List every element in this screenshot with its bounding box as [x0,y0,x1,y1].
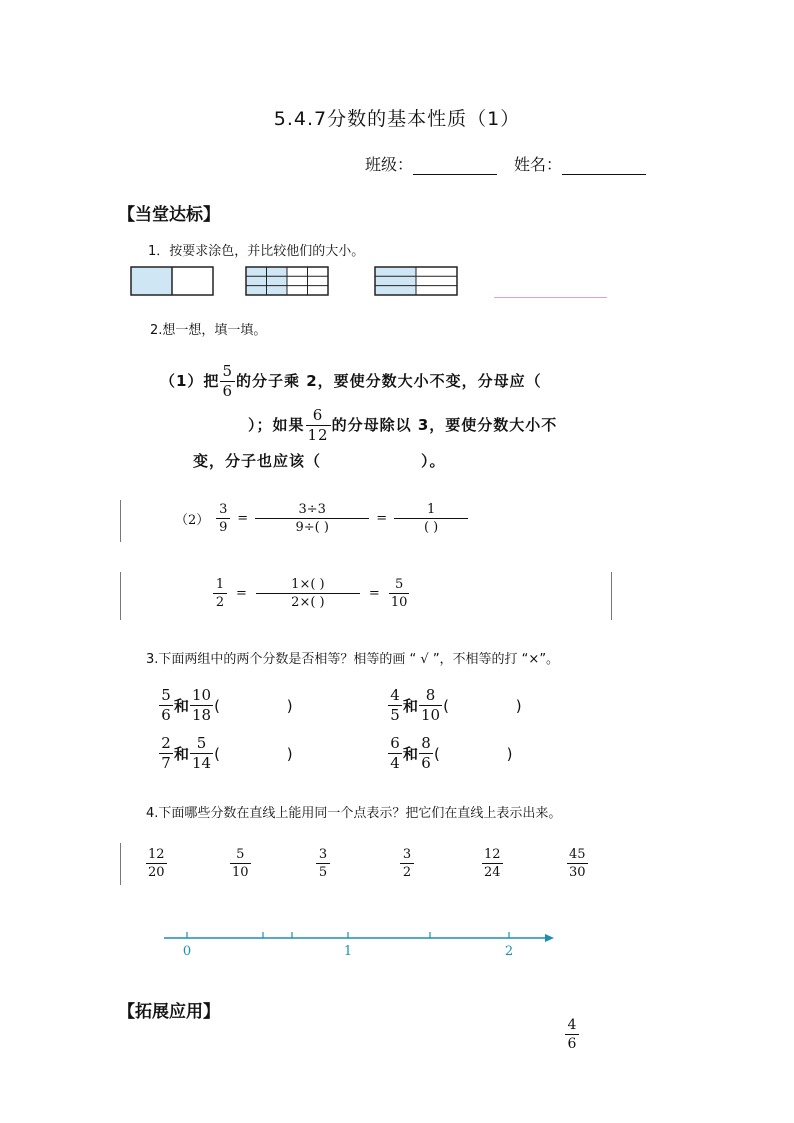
numerator: 12 [484,847,501,862]
section-practice: 【当堂达标】 [118,205,220,225]
denominator: 18 [192,706,212,724]
number-line-svg [160,926,560,962]
margin-bar [120,843,121,885]
and-label: 和 [403,697,419,715]
and-label: 和 [174,745,190,763]
denominator: 2 [400,863,414,879]
q2-p1-text-d: 的分母除以 3，要使分数大小不 [331,416,558,434]
denominator: 5 [388,705,402,723]
fraction [190,736,213,771]
q2-part2 [175,503,469,534]
q2-p1-text-b: 的分子乘 2，要使分数大小不变，分母应（ [235,372,542,390]
q3-text: 3.下面两组中的两个分数是否相等？相等的画 “ √ ”，不相等的打 “×”。 [146,652,560,667]
q2-p1-text-e: 变，分子也应该（ [193,452,322,470]
margin-bar [120,500,121,542]
axis-label-2: 2 [504,944,514,959]
q1-rect-sixths-svg [374,266,458,296]
answer-paren[interactable]: ( ) [214,744,293,763]
q2-part1-line1 [160,362,542,400]
fraction [316,848,330,879]
class-field [365,152,497,175]
fraction [159,688,173,723]
q2-part1-line2 [248,407,557,443]
numerator: 3 [402,847,412,862]
numerator: 10 [192,686,212,704]
fraction [388,736,402,771]
name-field [514,152,646,175]
denominator: 10 [421,706,441,724]
and-label: 和 [174,697,190,715]
numerator: 4 [390,686,400,704]
denominator: 6 [222,382,233,400]
denominator: 7 [159,753,173,771]
q2-p2-label: （2） [175,513,210,528]
fraction-3-9 [216,503,230,534]
q2-p1-text-a: （1）把 [160,372,220,390]
denominator[interactable]: ( ) [394,518,468,534]
numerator: 5 [222,362,233,380]
denominator: 4 [388,753,402,771]
numerator: 5 [196,734,207,752]
numerator: 5 [236,847,245,862]
numerator: 1 [215,577,225,592]
fraction [230,848,251,879]
numerator: 3÷3 [298,502,326,517]
fraction [482,848,503,879]
numerator: 8 [425,686,436,704]
denominator[interactable]: 9÷( ) [255,518,369,534]
numerator: 6 [312,406,324,424]
and-label: 和 [403,745,419,763]
denominator: 30 [569,865,586,880]
denominator: 14 [192,754,212,772]
denominator: 2 [213,593,227,609]
q4-fraction-6[interactable] [566,848,589,879]
q2-text: 2.想一想，填一填。 [150,323,267,338]
fraction [190,688,213,723]
denominator: 24 [484,865,501,880]
name-blank[interactable] [562,156,646,175]
extension-fraction [564,1018,580,1051]
numerator: 6 [390,734,400,752]
q4-fraction-1[interactable] [145,848,168,879]
q1-rect-halves-svg [130,266,214,296]
q1-rect-halves[interactable] [130,266,214,296]
q4-fraction-4[interactable] [399,848,415,879]
q2-part1-line3 [193,450,446,471]
q2-p1-text-c: ）；如果 [248,416,305,434]
fraction-5-10 [389,578,410,609]
equals-sign: = [237,511,249,526]
denominator: 10 [232,865,249,880]
equals-sign: = [368,586,380,601]
denominator: 10 [390,595,408,610]
numerator: 3 [219,502,228,517]
numerator: 5 [394,577,404,592]
q1-rect-eighths[interactable] [245,266,329,296]
denominator[interactable]: 2×( ) [256,593,360,609]
fraction-5-6 [220,364,235,399]
denominator: 6 [565,1034,579,1051]
fraction [419,736,433,771]
fraction-1x-2x[interactable] [256,578,360,609]
margin-bar [120,572,121,620]
page-title: 5.4.7分数的基本性质（1） [273,108,521,130]
q3-pair-3 [158,736,293,771]
equals-sign: = [376,511,388,526]
numerator: 8 [421,734,431,752]
fraction-3div3[interactable] [255,503,369,534]
numerator: 45 [569,847,586,862]
denominator: 9 [216,518,230,534]
fraction [419,688,442,723]
fraction [146,848,167,879]
axis-label-0: 0 [182,944,192,959]
numerator: 3 [318,847,328,862]
q1-answer-line[interactable] [494,297,607,298]
number-line[interactable] [160,926,560,962]
numerator: 1 [426,502,436,517]
shaded-half [131,267,172,295]
q4-text: 4.下面哪些分数在直线上能用同一个点表示？把它们在直线上表示出来。 [146,806,562,821]
numerator: 12 [148,847,165,862]
axis-label-1: 1 [343,944,353,959]
fraction [567,848,588,879]
q2-p1-text-f: ）。 [421,452,446,470]
class-blank[interactable] [413,156,497,175]
answer-paren[interactable]: ( ) [434,744,513,763]
denominator: 20 [148,865,165,880]
q3-pair-1 [158,688,293,723]
fraction [565,1018,579,1051]
numerator[interactable]: 1×( ) [291,577,325,592]
q3-pair-2 [387,688,522,723]
margin-bar [611,572,612,620]
denominator: 12 [307,426,329,444]
q3-pair-4 [387,736,512,771]
numerator: 5 [161,686,171,704]
q2-part3 [212,578,410,609]
denominator: 6 [419,753,433,771]
q4-fraction-5[interactable] [481,848,504,879]
q1-rect-eighths-svg [245,266,329,296]
shaded-part [375,267,416,295]
equals-sign: = [236,586,247,601]
fraction-1-blank[interactable] [394,503,468,534]
q4-fraction-3[interactable] [315,848,331,879]
arrow-icon [545,934,554,942]
fraction [159,736,173,771]
name-label: 姓名： [514,155,563,174]
fraction [388,688,402,723]
section-extension: 【拓展应用】 [118,1002,220,1022]
answer-paren[interactable]: ( ) [214,696,293,715]
denominator: 5 [316,863,330,879]
numerator: 2 [161,734,171,752]
answer-paren[interactable]: ( ) [443,696,522,715]
fraction-6-12 [306,408,331,443]
fraction-1-2 [213,578,227,609]
denominator: 6 [159,705,173,723]
class-label: 班级： [365,155,414,174]
numerator: 4 [567,1017,577,1033]
fraction [400,848,414,879]
q1-text: 1．按要求涂色，并比较他们的大小。 [148,244,365,259]
q4-fraction-2[interactable] [229,848,252,879]
q1-rect-sixths[interactable] [374,266,458,296]
